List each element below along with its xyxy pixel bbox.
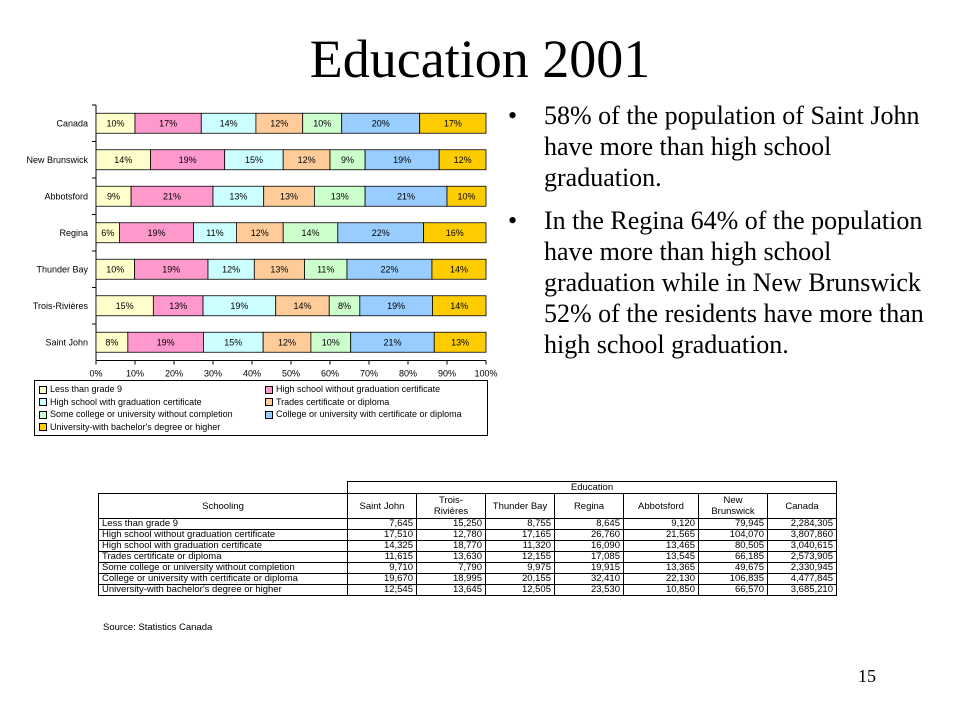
table-cell: 104,070 bbox=[699, 530, 768, 541]
x-tick-label: 90% bbox=[437, 368, 457, 379]
table-row bbox=[99, 585, 837, 596]
table-schooling-header: Schooling bbox=[99, 494, 348, 519]
table-row-label: High school without graduation certificate bbox=[99, 530, 348, 541]
legend-item bbox=[265, 396, 389, 408]
data-label: 21% bbox=[383, 337, 402, 348]
table-cell: 13,545 bbox=[624, 552, 699, 563]
x-tick-label: 10% bbox=[125, 368, 145, 379]
table-row bbox=[99, 519, 837, 530]
table-cell: 17,510 bbox=[348, 530, 417, 541]
data-label: 10% bbox=[321, 337, 340, 348]
table-cell: 3,807,860 bbox=[768, 530, 837, 541]
data-label: 19% bbox=[162, 264, 181, 275]
legend-item bbox=[39, 383, 122, 395]
data-label: 15% bbox=[115, 300, 134, 311]
table-row-label: College or university with certificate or diploma bbox=[99, 574, 348, 585]
x-tick-label: 70% bbox=[359, 368, 379, 379]
page-number: 15 bbox=[858, 666, 876, 686]
table-row-label: University-with bachelor's degree or higher bbox=[99, 585, 348, 596]
data-label: 13% bbox=[451, 337, 470, 348]
table-cell: 18,770 bbox=[417, 541, 486, 552]
legend-label: Less than grade 9 bbox=[50, 384, 123, 394]
table-cell: 26,760 bbox=[555, 530, 624, 541]
table-row-label: Less than grade 9 bbox=[99, 519, 348, 530]
table-cell: 16,090 bbox=[555, 541, 624, 552]
data-label: 11% bbox=[317, 264, 335, 275]
table-cell: 2,573,905 bbox=[768, 552, 837, 563]
table-cell: 8,755 bbox=[486, 519, 555, 530]
table-column-header: Trois- Rivières bbox=[417, 494, 486, 519]
data-label: 12% bbox=[278, 337, 297, 348]
table-cell: 13,365 bbox=[624, 563, 699, 574]
data-label: 17% bbox=[443, 118, 462, 129]
data-label: 21% bbox=[397, 191, 416, 202]
table-corner bbox=[99, 482, 348, 494]
bullet-list bbox=[508, 100, 948, 372]
table-cell: 14,325 bbox=[348, 541, 417, 552]
data-label: 8% bbox=[105, 337, 119, 348]
table-row-label: High school with graduation certificate bbox=[99, 541, 348, 552]
table-column-header: Thunder Bay bbox=[486, 494, 555, 519]
legend-swatch bbox=[265, 398, 273, 406]
data-label: 9% bbox=[107, 191, 121, 202]
legend-item bbox=[39, 396, 202, 408]
table-cell: 7,645 bbox=[348, 519, 417, 530]
table-row-label: Trades certificate or diploma bbox=[99, 552, 348, 563]
data-label: 6% bbox=[101, 227, 115, 238]
category-label: Trois-Rivières bbox=[32, 300, 88, 311]
data-label: 16% bbox=[445, 227, 464, 238]
table-column-header: New Brunswick bbox=[699, 494, 768, 519]
x-tick-label: 20% bbox=[164, 368, 184, 379]
table-cell: 66,185 bbox=[699, 552, 768, 563]
x-tick-label: 100% bbox=[474, 368, 498, 379]
data-label: 14% bbox=[301, 227, 320, 238]
x-tick-label: 0% bbox=[89, 368, 103, 379]
table-cell: 9,710 bbox=[348, 563, 417, 574]
table-column-header: Canada bbox=[768, 494, 837, 519]
table-cell: 22,130 bbox=[624, 574, 699, 585]
data-label: 9% bbox=[341, 154, 355, 165]
data-label: 14% bbox=[450, 300, 469, 311]
x-tick-label: 40% bbox=[242, 368, 262, 379]
data-label: 10% bbox=[457, 191, 476, 202]
category-label: Canada bbox=[56, 118, 88, 129]
data-label: 13% bbox=[229, 191, 248, 202]
data-label: 19% bbox=[178, 154, 197, 165]
table-header-row bbox=[99, 494, 837, 519]
data-label: 19% bbox=[230, 300, 249, 311]
x-tick-label: 50% bbox=[281, 368, 301, 379]
table-group-header: Education bbox=[348, 482, 837, 494]
category-label: Thunder Bay bbox=[36, 264, 88, 275]
legend-label: High school with graduation certificate bbox=[50, 396, 202, 407]
data-label: 12% bbox=[222, 264, 241, 275]
chart-legend bbox=[34, 380, 488, 436]
data-label: 12% bbox=[270, 118, 289, 129]
bullet-glyph: • bbox=[508, 101, 518, 130]
category-label: Abbotsford bbox=[44, 191, 88, 202]
table-cell: 12,155 bbox=[486, 552, 555, 563]
data-label: 19% bbox=[393, 154, 412, 165]
table-cell: 79,945 bbox=[699, 519, 768, 530]
legend-item bbox=[265, 408, 462, 420]
table-cell: 9,975 bbox=[486, 563, 555, 574]
table-cell: 3,040,615 bbox=[768, 541, 837, 552]
table-cell: 8,645 bbox=[555, 519, 624, 530]
table-row bbox=[99, 574, 837, 585]
legend-swatch bbox=[39, 423, 47, 431]
data-label: 21% bbox=[163, 191, 182, 202]
legend-swatch bbox=[39, 411, 47, 419]
table-column-header: Abbotsford bbox=[624, 494, 699, 519]
data-label: 13% bbox=[169, 300, 188, 311]
legend-swatch bbox=[39, 386, 47, 394]
table-row-label: Some college or university without completion bbox=[99, 563, 348, 574]
data-label: 11% bbox=[206, 227, 224, 238]
legend-label: Trades certificate or diploma bbox=[276, 396, 390, 407]
table-cell: 19,915 bbox=[555, 563, 624, 574]
table-cell: 13,645 bbox=[417, 585, 486, 596]
table-cell: 32,410 bbox=[555, 574, 624, 585]
data-label: 14% bbox=[449, 264, 468, 275]
table-cell: 2,284,305 bbox=[768, 519, 837, 530]
data-label: 17% bbox=[159, 118, 178, 129]
legend-swatch bbox=[265, 386, 273, 394]
data-label: 12% bbox=[250, 227, 269, 238]
data-label: 14% bbox=[219, 118, 238, 129]
data-label: 13% bbox=[280, 191, 299, 202]
table-cell: 12,505 bbox=[486, 585, 555, 596]
legend-item bbox=[265, 383, 440, 395]
bullet-text: 58% of the population of Saint John have more than high school graduation. bbox=[544, 101, 920, 192]
table-cell: 10,850 bbox=[624, 585, 699, 596]
stacked-bar-chart bbox=[0, 95, 500, 380]
table-cell: 106,835 bbox=[699, 574, 768, 585]
table-row bbox=[99, 530, 837, 541]
legend-swatch bbox=[265, 411, 273, 419]
table-cell: 9,120 bbox=[624, 519, 699, 530]
table-cell: 19,670 bbox=[348, 574, 417, 585]
table-cell: 12,545 bbox=[348, 585, 417, 596]
table-cell: 4,477,845 bbox=[768, 574, 837, 585]
table-cell: 11,615 bbox=[348, 552, 417, 563]
table-cell: 3,685,210 bbox=[768, 585, 837, 596]
category-label: New Brunswick bbox=[26, 154, 88, 165]
table-cell: 13,630 bbox=[417, 552, 486, 563]
data-label: 10% bbox=[106, 118, 125, 129]
data-label: 14% bbox=[114, 154, 133, 165]
legend-label: Some college or university without completion bbox=[50, 409, 233, 419]
table-group-header-row bbox=[99, 482, 837, 494]
table-cell: 12,780 bbox=[417, 530, 486, 541]
data-label: 12% bbox=[453, 154, 472, 165]
table-cell: 11,320 bbox=[486, 541, 555, 552]
table-row bbox=[99, 541, 837, 552]
legend-swatch bbox=[39, 398, 47, 406]
table-cell: 13,465 bbox=[624, 541, 699, 552]
bullet-item bbox=[508, 205, 948, 360]
table-source: Source: Statistics Canada bbox=[103, 622, 213, 633]
data-label: 10% bbox=[106, 264, 125, 275]
x-tick-label: 30% bbox=[203, 368, 223, 379]
bullet-glyph: • bbox=[508, 206, 518, 235]
education-table bbox=[98, 481, 837, 596]
table-cell: 15,250 bbox=[417, 519, 486, 530]
table-cell: 66,570 bbox=[699, 585, 768, 596]
data-label: 8% bbox=[338, 300, 352, 311]
table-cell: 2,330,945 bbox=[768, 563, 837, 574]
data-label: 15% bbox=[244, 154, 263, 165]
data-label: 22% bbox=[371, 227, 390, 238]
table-cell: 7,790 bbox=[417, 563, 486, 574]
data-label: 10% bbox=[313, 118, 332, 129]
table-cell: 49,675 bbox=[699, 563, 768, 574]
table-column-header: Saint John bbox=[348, 494, 417, 519]
data-label: 20% bbox=[371, 118, 390, 129]
data-label: 19% bbox=[387, 300, 406, 311]
category-label: Saint John bbox=[45, 337, 88, 348]
slide-title: Education 2001 bbox=[309, 29, 651, 89]
legend-label: College or university with certificate or diploma bbox=[276, 409, 462, 419]
data-label: 13% bbox=[330, 191, 349, 202]
table-row bbox=[99, 552, 837, 563]
data-label: 13% bbox=[270, 264, 289, 275]
table-cell: 17,085 bbox=[555, 552, 624, 563]
x-tick-label: 60% bbox=[320, 368, 340, 379]
table-cell: 18,995 bbox=[417, 574, 486, 585]
table-row bbox=[99, 563, 837, 574]
bullet-text: In the Regina 64% of the population have more than high school graduation while in New Brunswick 52% of the residents have more than high school graduation. bbox=[544, 206, 924, 359]
table-cell: 23,530 bbox=[555, 585, 624, 596]
data-label: 12% bbox=[297, 154, 316, 165]
legend-item bbox=[39, 408, 233, 420]
table-cell: 21,565 bbox=[624, 530, 699, 541]
table-cell: 80,505 bbox=[699, 541, 768, 552]
data-label: 22% bbox=[380, 264, 399, 275]
bullet-item bbox=[508, 100, 948, 193]
data-label: 19% bbox=[156, 337, 175, 348]
data-label: 14% bbox=[293, 300, 312, 311]
category-label: Regina bbox=[59, 227, 88, 238]
legend-label: University-with bachelor's degree or higher bbox=[50, 421, 221, 432]
legend-item bbox=[39, 421, 220, 433]
data-label: 19% bbox=[147, 227, 166, 238]
x-tick-label: 80% bbox=[398, 368, 418, 379]
table-cell: 20,155 bbox=[486, 574, 555, 585]
data-label: 15% bbox=[224, 337, 243, 348]
table-cell: 17,165 bbox=[486, 530, 555, 541]
table-column-header: Regina bbox=[555, 494, 624, 519]
legend-label: High school without graduation certificate bbox=[276, 384, 441, 394]
